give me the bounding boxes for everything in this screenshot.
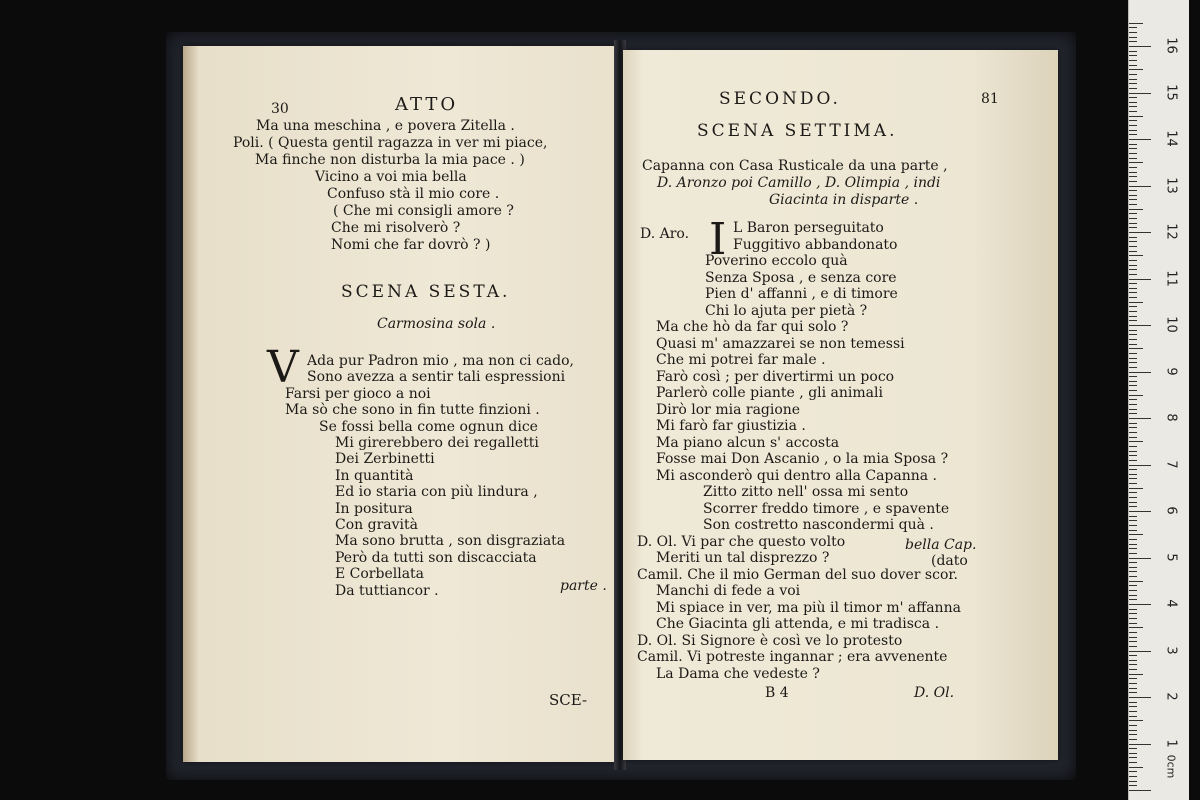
ruler-tick xyxy=(1129,23,1143,24)
verse-line: Pien d' affanni , e di timore xyxy=(705,286,898,302)
ruler-tick xyxy=(1129,218,1137,219)
verse-line: Ma sono brutta , son disgraziata xyxy=(335,533,566,550)
ruler-tick xyxy=(1129,585,1137,586)
verse-line: Camil. Vi potreste ingannar ; era avvenente xyxy=(637,649,948,665)
verse-line: Ma finche non disturba la mia pace . ) xyxy=(255,152,525,168)
ruler-tick xyxy=(1129,65,1137,66)
ruler-tick xyxy=(1129,83,1137,84)
verse-line: Chi lo ajuta per pietà ? xyxy=(705,302,868,319)
verse-line: Confuso stà il mio core . xyxy=(327,186,500,202)
stage-aside-1: bella Cap. xyxy=(905,537,977,553)
ruler-tick xyxy=(1129,446,1137,447)
ruler-tick xyxy=(1129,455,1137,456)
ruler-tick xyxy=(1129,488,1143,489)
verse-line: Da tuttiancor . xyxy=(335,582,439,599)
ruler-tick xyxy=(1129,492,1137,493)
ruler-tick xyxy=(1129,683,1137,684)
page-number-left: 30 xyxy=(271,101,289,117)
ruler-tick xyxy=(1129,567,1137,568)
catchword-right: D. Ol. xyxy=(914,685,955,701)
ruler-tick xyxy=(1129,292,1137,293)
ruler-tick xyxy=(1129,111,1137,112)
ruler-tick xyxy=(1129,41,1137,42)
ruler-tick xyxy=(1129,418,1151,419)
ruler-tick xyxy=(1129,753,1137,754)
scene-setting-1: Capanna con Casa Rusticale da una parte , xyxy=(642,158,948,174)
ruler-tick xyxy=(1129,325,1151,326)
ruler-tick xyxy=(1129,125,1137,126)
ruler-tick xyxy=(1129,641,1137,642)
verse-line: Se fossi bella come ognun dice xyxy=(319,418,538,435)
ruler-tick xyxy=(1129,88,1137,89)
ruler-tick xyxy=(1129,437,1137,438)
verse-line: Con gravità xyxy=(335,517,418,533)
verse-line: Ma sò che sono in fin tutte finzioni . xyxy=(285,402,540,419)
ruler-tick xyxy=(1129,162,1143,163)
ruler-tick xyxy=(1129,534,1143,535)
verse-line: In positura xyxy=(335,500,413,517)
ruler-tick xyxy=(1129,651,1151,652)
ruler-tick xyxy=(1129,562,1137,563)
verse-line: Parlerò colle piante , gli animali xyxy=(656,385,883,401)
ruler-tick xyxy=(1129,646,1137,647)
ruler-tick xyxy=(1129,678,1137,679)
ruler-tick xyxy=(1129,553,1137,554)
verse-line: Ada pur Padron mio , ma non ci cado, xyxy=(307,353,574,369)
ruler-tick xyxy=(1129,432,1137,433)
ruler-tick xyxy=(1129,497,1137,498)
verse-line: Vicino a voi mia bella xyxy=(315,169,467,185)
scene-title-left: SCENA SESTA. xyxy=(341,282,511,302)
ruler-tick xyxy=(1129,581,1143,582)
ruler-tick xyxy=(1129,158,1137,159)
ruler-tick xyxy=(1129,51,1137,52)
verse-line: Camil. Che il mio German del suo dover scor. xyxy=(637,566,958,583)
ruler-tick xyxy=(1129,697,1151,698)
ruler-tick xyxy=(1129,376,1137,377)
ruler-tick xyxy=(1129,213,1137,214)
ruler-tick xyxy=(1129,79,1137,80)
verse-line: Scorrer freddo timore , e spavente xyxy=(703,500,950,517)
ruler-tick xyxy=(1129,32,1137,33)
verse-line: Che Giacinta gli attenda, e mi tradisca . xyxy=(656,616,940,632)
verse-line: Mi asconderò qui dentro alla Capanna . xyxy=(656,467,938,484)
ruler-number: 9 xyxy=(1163,366,1179,376)
ruler-tick xyxy=(1129,265,1137,266)
stage-direction: parte . xyxy=(560,578,607,594)
verse-line: Che mi risolverò ? xyxy=(331,220,461,236)
ruler-tick xyxy=(1129,688,1137,689)
dropcap-right: I xyxy=(709,214,727,265)
ruler-tick xyxy=(1129,460,1137,461)
ruler-tick xyxy=(1129,734,1137,735)
ruler-tick xyxy=(1129,302,1143,303)
ruler-tick xyxy=(1129,599,1137,600)
ruler-tick xyxy=(1129,413,1137,414)
ruler-tick xyxy=(1129,590,1137,591)
ruler-unit: 0cm xyxy=(1164,754,1178,779)
verse-line: Ma una meschina , e povera Zitella . xyxy=(256,118,515,134)
ruler-number: 6 xyxy=(1163,506,1179,515)
ruler-tick xyxy=(1129,190,1137,191)
ruler-tick xyxy=(1129,502,1137,503)
ruler-tick xyxy=(1129,720,1143,721)
verse-line: Son costretto nascondermi quà . xyxy=(703,517,934,533)
ruler-tick xyxy=(1129,660,1137,661)
ruler-tick xyxy=(1129,148,1137,149)
verse-line: Zitto zitto nell' ossa mi sento xyxy=(703,484,909,500)
signature-mark: B 4 xyxy=(765,685,789,701)
ruler-number: 3 xyxy=(1163,645,1179,655)
ruler-tick xyxy=(1129,102,1137,103)
ruler-tick xyxy=(1129,776,1137,777)
ruler-tick xyxy=(1129,116,1143,117)
ruler-tick xyxy=(1129,260,1137,261)
ruler-tick xyxy=(1129,595,1137,596)
ruler-tick xyxy=(1129,288,1137,289)
ruler-tick xyxy=(1129,330,1137,331)
ruler-tick xyxy=(1129,427,1137,428)
ruler-tick xyxy=(1129,613,1137,614)
ruler-tick xyxy=(1129,97,1137,98)
ruler-tick xyxy=(1129,283,1137,284)
ruler-number: 12 xyxy=(1163,223,1179,240)
verse-line: L Baron perseguitato xyxy=(733,220,884,236)
ruler-tick xyxy=(1129,785,1137,786)
ruler-tick xyxy=(1129,153,1137,154)
ruler-tick xyxy=(1129,46,1151,47)
ruler-tick xyxy=(1129,144,1137,145)
ruler-tick xyxy=(1129,381,1137,382)
ruler-tick xyxy=(1129,404,1137,405)
ruler-tick xyxy=(1129,181,1137,182)
verse-line: Però da tutti son discacciata xyxy=(335,549,537,566)
ruler-tick xyxy=(1129,506,1137,507)
ruler-tick xyxy=(1129,627,1143,628)
running-head-left: ATTO xyxy=(395,94,459,115)
verse-line: Che mi potrei far male . xyxy=(656,352,826,368)
ruler-tick xyxy=(1129,316,1137,317)
verse-line: Mi spiace in ver, ma più il timor m' affanna xyxy=(656,599,961,616)
ruler-tick xyxy=(1129,790,1151,791)
ruler-tick xyxy=(1129,227,1137,228)
ruler-number: 1 xyxy=(1163,738,1179,748)
ruler-tick xyxy=(1129,358,1137,359)
verse-line: Farò così ; per divertirmi un poco xyxy=(656,368,895,385)
ruler-tick xyxy=(1129,558,1151,559)
ruler-tick xyxy=(1129,74,1137,75)
ruler-tick xyxy=(1129,674,1143,675)
ruler-tick xyxy=(1129,334,1137,335)
verse-line: Ma che hò da far qui solo ? xyxy=(656,319,849,335)
verse-line: Fuggitivo abbandonato xyxy=(733,236,898,253)
catchword-left: SCE- xyxy=(549,691,588,709)
ruler-tick xyxy=(1129,269,1137,270)
ruler-tick xyxy=(1129,241,1137,242)
ruler-tick xyxy=(1129,134,1137,135)
ruler-tick xyxy=(1129,632,1137,633)
ruler-tick xyxy=(1129,195,1137,196)
ruler-tick xyxy=(1129,93,1151,94)
ruler-tick xyxy=(1129,344,1137,345)
ruler-tick xyxy=(1129,255,1143,256)
ruler-number: 14 xyxy=(1163,130,1179,147)
ruler-tick xyxy=(1129,237,1137,238)
ruler-tick xyxy=(1129,748,1137,749)
ruler-tick xyxy=(1129,576,1137,577)
verse-line: Farsi per gioco a noi xyxy=(285,385,431,402)
ruler-tick xyxy=(1129,483,1137,484)
ruler-tick xyxy=(1129,623,1137,624)
ruler-tick xyxy=(1129,339,1137,340)
ruler-tick xyxy=(1129,311,1137,312)
ruler-tick xyxy=(1129,167,1137,168)
ruler-tick xyxy=(1129,548,1137,549)
verse-line: Sono avezza a sentir tali espressioni xyxy=(307,369,566,386)
ruler-tick xyxy=(1129,246,1137,247)
verse-line: Fosse mai Don Ascanio , o la mia Sposa ? xyxy=(656,451,949,467)
ruler-tick xyxy=(1129,139,1151,140)
ruler-tick xyxy=(1129,469,1137,470)
ruler-tick xyxy=(1129,716,1137,717)
ruler-tick xyxy=(1129,385,1137,386)
ruler-tick xyxy=(1129,27,1137,28)
ruler-tick xyxy=(1129,618,1137,619)
ruler-tick xyxy=(1129,692,1137,693)
ruler-tick xyxy=(1129,771,1137,772)
ruler-number: 10 xyxy=(1163,316,1179,333)
ruler-number: 11 xyxy=(1163,269,1179,287)
ruler-tick xyxy=(1129,274,1137,275)
ruler-tick xyxy=(1129,465,1151,466)
ruler-tick xyxy=(1129,399,1137,400)
stage-aside-2: (dato xyxy=(931,553,968,569)
ruler-tick xyxy=(1129,223,1137,224)
ruler-tick xyxy=(1129,706,1137,707)
scene-setting-2: D. Aronzo poi Camillo , D. Olimpia , indi xyxy=(657,175,941,191)
ruler-tick xyxy=(1129,781,1137,782)
ruler-tick xyxy=(1129,767,1143,768)
ruler-tick xyxy=(1129,106,1137,107)
ruler-number: 4 xyxy=(1163,599,1179,608)
ruler-tick xyxy=(1129,762,1137,763)
verse-line: La Dama che vedeste ? xyxy=(656,665,820,682)
ruler-number: 13 xyxy=(1163,176,1179,194)
verse-line: Quasi m' amazzarei se non temessi xyxy=(656,335,905,352)
ruler-tick xyxy=(1129,539,1137,540)
dropcap-left: V xyxy=(267,342,299,393)
verse-line: D. Ol. Vi par che questo volto xyxy=(637,533,846,550)
verse-line: ( Che mi consigli amore ? xyxy=(333,203,514,219)
ruler-tick xyxy=(1129,55,1137,56)
ruler-tick xyxy=(1129,297,1137,298)
scene-setting-3: Giacinta in disparte . xyxy=(769,192,919,208)
ruler-tick xyxy=(1129,530,1137,531)
ruler-tick xyxy=(1129,711,1137,712)
verse-line: Mi girerebbero dei regalletti xyxy=(335,435,539,451)
ruler-tick xyxy=(1129,320,1137,321)
ruler-number: 2 xyxy=(1163,692,1179,701)
ruler-tick xyxy=(1129,395,1143,396)
ruler-number: 8 xyxy=(1163,413,1179,422)
verse-line: Dirò lor mia ragione xyxy=(656,401,801,418)
verse-line: Meriti un tal disprezzo ? xyxy=(656,550,830,566)
ruler-tick xyxy=(1129,655,1137,656)
ruler-tick xyxy=(1129,209,1143,210)
verse-line: Dei Zerbinetti xyxy=(335,451,435,468)
ruler-number: 7 xyxy=(1163,459,1179,469)
ruler-tick xyxy=(1129,757,1137,758)
ruler-tick xyxy=(1129,172,1137,173)
ruler-tick xyxy=(1129,423,1137,424)
ruler-tick xyxy=(1129,451,1137,452)
verse-line: Ed io staria con più lindura , xyxy=(335,484,538,501)
measurement-ruler xyxy=(1128,0,1189,800)
scene-title-right: SCENA SETTIMA. xyxy=(697,121,898,141)
ruler-tick xyxy=(1129,520,1137,521)
ruler-tick xyxy=(1129,730,1137,731)
ruler-number: 15 xyxy=(1163,83,1179,101)
verse-line: Mi farò far giustizia . xyxy=(656,418,806,434)
ruler-tick xyxy=(1129,441,1143,442)
ruler-tick xyxy=(1129,571,1137,572)
ruler-tick xyxy=(1129,739,1137,740)
ruler-tick xyxy=(1129,409,1137,410)
verse-line: Poverino eccolo quà xyxy=(705,253,848,269)
ruler-tick xyxy=(1129,637,1137,638)
verse-line: E Corbellata xyxy=(335,566,425,583)
ruler-tick xyxy=(1129,362,1137,363)
verse-line: Senza Sposa , e senza core xyxy=(705,269,897,286)
verse-line: D. Ol. Si Signore è così ve lo protesto xyxy=(637,632,903,649)
ruler-tick xyxy=(1129,251,1137,252)
ruler-tick xyxy=(1129,204,1137,205)
page-number-right: 81 xyxy=(981,91,999,107)
verse-line: Ma piano alcun s' accosta xyxy=(656,434,840,451)
ruler-tick xyxy=(1129,372,1151,373)
ruler-tick xyxy=(1129,525,1137,526)
speaker-d-aro: D. Aro. xyxy=(640,226,690,242)
ruler-tick xyxy=(1129,544,1137,545)
running-head-right: SECONDO. xyxy=(719,89,841,109)
ruler-tick xyxy=(1129,604,1151,605)
ruler-tick xyxy=(1129,744,1151,745)
verse-line: Poli. ( Questa gentil ragazza in ver mi piace, xyxy=(233,135,548,151)
ruler-tick xyxy=(1129,199,1137,200)
ruler-tick xyxy=(1129,478,1137,479)
ruler-tick xyxy=(1129,702,1137,703)
verse-line: Nomi che far dovrò ? ) xyxy=(331,237,491,253)
ruler-tick xyxy=(1129,176,1137,177)
ruler-tick xyxy=(1129,279,1151,280)
ruler-tick xyxy=(1129,474,1137,475)
ruler-number: 16 xyxy=(1163,37,1179,54)
ruler-tick xyxy=(1129,232,1151,233)
ruler-tick xyxy=(1129,37,1137,38)
ruler-tick xyxy=(1129,725,1137,726)
ruler-tick xyxy=(1129,390,1137,391)
ruler-tick xyxy=(1129,664,1137,665)
ruler-tick xyxy=(1129,669,1137,670)
ruler-number: 5 xyxy=(1163,552,1179,562)
ruler-tick xyxy=(1129,511,1151,512)
verse-line: Manchi di fede a voi xyxy=(656,583,801,599)
ruler-tick xyxy=(1129,609,1137,610)
left-page xyxy=(183,46,617,762)
ruler-tick xyxy=(1129,120,1137,121)
right-page xyxy=(623,50,1058,760)
ruler-tick xyxy=(1129,69,1143,70)
ruler-tick xyxy=(1129,516,1137,517)
scene-cast-left: Carmosina sola . xyxy=(377,316,496,332)
ruler-tick xyxy=(1129,60,1137,61)
ruler-tick xyxy=(1129,186,1151,187)
ruler-tick xyxy=(1129,348,1143,349)
ruler-tick xyxy=(1129,130,1137,131)
ruler-tick xyxy=(1129,367,1137,368)
verse-line: In quantità xyxy=(335,467,414,484)
ruler-tick xyxy=(1129,353,1137,354)
ruler-tick xyxy=(1129,306,1137,307)
